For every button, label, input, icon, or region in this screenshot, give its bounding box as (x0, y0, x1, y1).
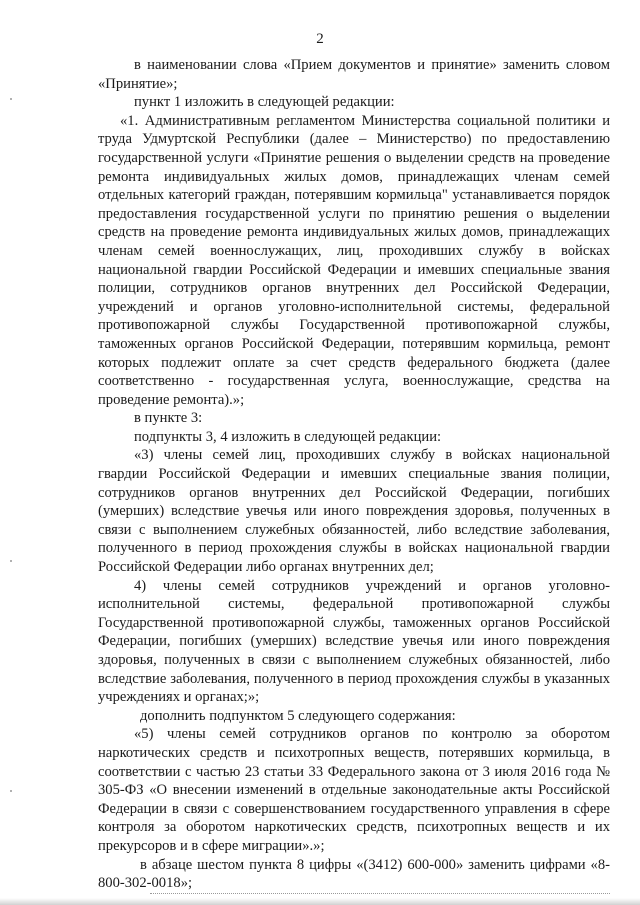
paragraph-rename-title: в наименовании слова «Прием документов и принятие» заменить словом «Принятие»; (98, 57, 610, 92)
scan-margin-mark (10, 790, 12, 792)
scan-margin-mark (10, 560, 12, 562)
paragraph-subpoints-intro: подпункты 3, 4 изложить в следующей редакции: (134, 428, 442, 445)
paragraph-add-subpoint-5: дополнить подпунктом 5 следующего содержания: (140, 707, 456, 724)
scan-artifact-line (150, 893, 610, 895)
paragraph-point-3-intro: в пункте 3: (134, 410, 203, 427)
document-body (98, 52, 610, 893)
scan-margin-mark (10, 98, 12, 100)
page-number: 2 (316, 31, 324, 47)
paragraph-point-1-text: «1. Административным регламентом Министерства социальной политики и труда Удмуртской Республики (далее – Министерство) по предоставлению государственной услуги «Принятие решения о выделении средств на проведение ремонта индивидуальных жилых домов, принадлежащих членам семей отдельных категорий граждан, потерявшим кормильца" устанавливается порядок предоставления государственной услуги по принятию решения о выделении средств на проведение ремонта индивидуальных жилых домов, принадлежащих членам семей военнослужащих, лиц, проходивших службу в войсках национальной гвардии Российской Федерации и имевших специальные звания полиции, сотрудников органов внутренних дел Российской Федерации, учреждений и органов уголовно-исполнительной системы, федеральной противопожарной службы Государственной противопожарной службы, таможенных органов Российской Федерации, потерявшим кормильца, ремонт которых подлежит оплате за счет средств федерального бюджета (далее соответственно - государственная услуга, военнослужащие, средства на проведение ремонта).»; (98, 112, 610, 408)
paragraph-subpoint-4: 4) члены семей сотрудников учреждений и органов уголовно-исполнительной системы, федеральной противопожарной службы Государственной противопожарной службы, таможенных органов Российской Федерации, погибших (умерших) вследствие увечья или иного повреждения здоровья, полученных в связи с выполнением служебных обязанностей, либо вследствие заболевания, полученного в период прохождения службы в указанных учреждениях и органах;»; (98, 577, 610, 706)
paragraph-point-8-phone: в абзаце шестом пункта 8 цифры «(3412) 600-000» заменить цифрами «8-800-302-0018»; (98, 856, 610, 892)
paragraph-subpoint-3: «3) члены семей лиц, проходивших службу в войсках национальной гвардии Российской Федерации и имевших специальные звания полиции, сотрудников органов внутренних дел Российской Федерации, погибших (умерших) вследствие увечья или иного повреждения здоровья, полученных в связи с выполнением служебных обязанностей, либо вследствие заболевания, полученного в период прохождения службы в войсках национальной гвардии Российской Федерации либо органах внутренних дел; (98, 447, 610, 576)
scan-bottom-edge (0, 898, 640, 905)
paragraph-point-1-intro: пункт 1 изложить в следующей редакции: (134, 94, 395, 111)
paragraph-subpoint-5: «5) члены семей сотрудников органов по контролю за оборотом наркотических средств и психотропных веществ, потерявших кормильца, в соответствии с частью 23 статьи 33 Федерального закона от 3 июля 2016 года № 305-ФЗ «О внесении изменений в отдельные законодательные акты Российской Федерации в связи с совершенствованием государственного управления в сфере контроля за оборотом наркотических средств, психотропных веществ и их прекурсоров и в сфере миграции».»; (98, 726, 610, 854)
